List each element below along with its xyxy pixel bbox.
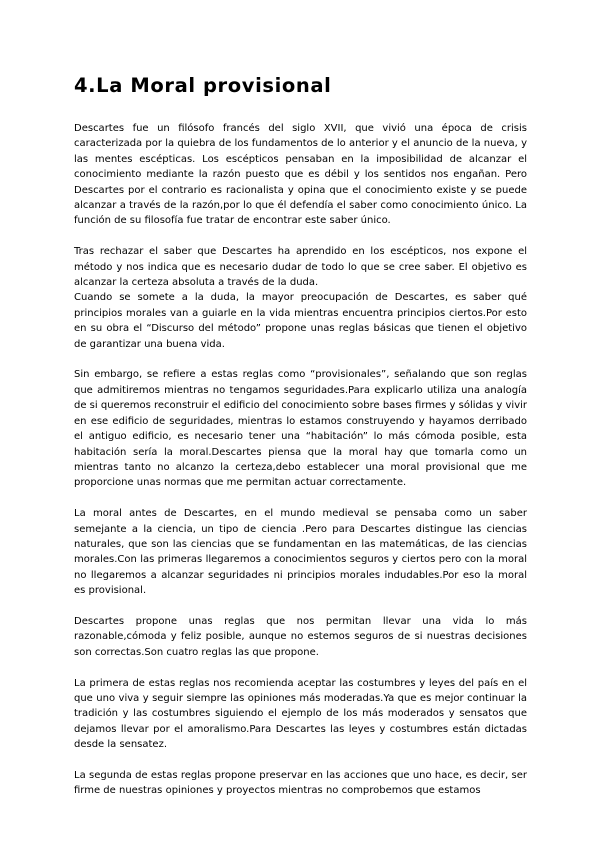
paragraph-four-rules: Descartes propone unas reglas que nos permitan llevar una vida lo más razonable,cómoda y feliz posible, aunque no estemos seguros de si nuestras decisiones son correctas.Son cuatro reglas las que propone. [74,615,527,658]
paragraph-moral-principles: Cuando se somete a la duda, la mayor preocupación de Descartes, es saber qué principios morales van a guiarle en la vida mientras encuentra principios ciertos.Por esto en su obra el “Discurso del método” propone unas reglas básicas que tienen el objetivo de garantizar una buena vida. [74,292,527,350]
paragraph-first-rule: La primera de estas reglas nos recomienda aceptar las costumbres y leyes del país en el que uno viva y seguir siempre las opiniones más moderadas.Ya que es mejor continuar la tradición y las costumbres siguiendo el ejemplo de los más moderados y sensatos que dejamos llevar por el amoralismo.Para Descartes las leyes y costumbres están dictadas desde la sensatez. [74,677,527,751]
page-title: 4.La Moral provisional [74,74,332,97]
paragraph-medieval-moral: La moral antes de Descartes, en el mundo medieval se pensaba como un saber semejante a la ciencia, un tipo de ciencia .Pero para Descartes distingue las ciencias naturales, que son las ciencias que se fundamentan en las matemáticas, de las ciencias morales.Con las primeras llegaremos a conocimientos seguros y ciertos pero con la moral no llegaremos a alcanzar seguridades ni principios morales indudables.Por eso la moral es provisional. [74,508,527,597]
paragraph-descartes-intro: Descartes fue un filósofo francés del siglo XVII, que vivió una época de crisis caracterizada por la quiebra de los fundamentos de lo anterior y el anuncio de la nueva, y las mentes escépticas. Los escépticos pensaban en la imposibilidad de alcanzar el conocimiento mediante la razón puesto que es débil y los sentidos nos engañan. Pero Descartes por el contrario es racionalista y opina que el conocimiento existe y se puede alcanzar a través de la razón,por lo que él defendía el saber como conocimiento único. La función de su filosofía fue tratar de encontrar este saber único. [74,123,527,227]
paragraph-method-doubt: Tras rechazar el saber que Descartes ha aprendido en los escépticos, nos expone el método y nos indica que es necesario dudar de todo lo que se cree saber. El objetivo es alcanzar la certeza absoluta a través de la duda. [74,246,527,289]
document-body [74,121,527,799]
paragraph-second-rule: La segunda de estas reglas propone preservar en las acciones que uno hace, es decir, ser firme de nuestras opiniones y proyectos mientras no comprobemos que estamos [74,769,527,797]
paragraph-provisional-rules: Sin embargo, se refiere a estas reglas como “provisionales”, señalando que son reglas que admitiremos mientras no tengamos seguridades.Para explicarlo utiliza una analogía de si queremos reconstruir el edificio del conocimiento sobre bases firmes y sólidas y vivir en ese edificio de seguridades, mientras lo estamos construyendo y hayamos derribado el antiguo edificio, es necesario tener una “habitación” lo más cómoda posible, esta habitación sería la moral.Descartes piensa que la moral hay que tomarla como un mientras tanto no alcanzo la certeza,debo establecer una moral provisional que me proporcione unas normas que me permitan actuar correctamente. [74,369,528,489]
